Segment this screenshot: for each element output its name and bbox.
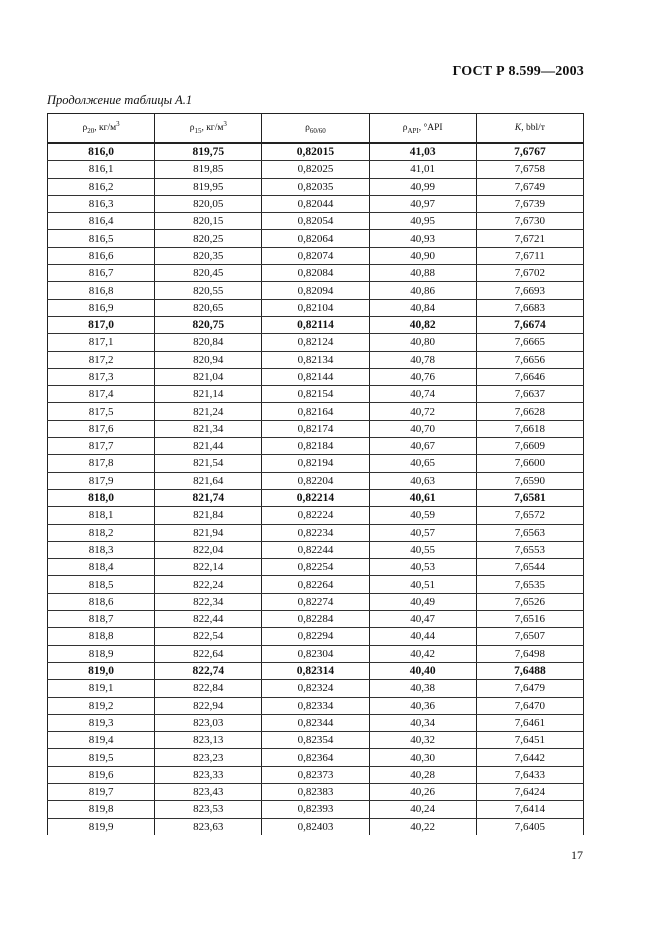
rho15-cell: 822,84 — [155, 680, 262, 697]
rho15-cell: 820,55 — [155, 282, 262, 299]
rho15-cell: 820,75 — [155, 316, 262, 333]
rho15-cell: 823,53 — [155, 801, 262, 818]
k-cell: 7,6609 — [476, 438, 583, 455]
api-cell: 40,38 — [369, 680, 476, 697]
k-cell: 7,6572 — [476, 507, 583, 524]
rho60-cell: 0,82144 — [262, 368, 369, 385]
api-cell: 40,72 — [369, 403, 476, 420]
rho60-cell: 0,82304 — [262, 645, 369, 662]
table-row — [48, 766, 584, 783]
rho60-cell: 0,82314 — [262, 662, 369, 679]
rho15-cell: 821,54 — [155, 455, 262, 472]
k-cell: 7,6563 — [476, 524, 583, 541]
api-cell: 40,57 — [369, 524, 476, 541]
table-row — [48, 178, 584, 195]
rho15-cell: 822,64 — [155, 645, 262, 662]
rho15-cell: 821,34 — [155, 420, 262, 437]
rho15-cell: 820,05 — [155, 195, 262, 212]
table-header-row — [48, 114, 584, 144]
k-cell: 7,6442 — [476, 749, 583, 766]
page-number: 17 — [571, 848, 583, 862]
rho20-cell: 816,4 — [48, 213, 155, 230]
rho60-cell: 0,82035 — [262, 178, 369, 195]
rho20-cell: 816,2 — [48, 178, 155, 195]
k-cell: 7,6730 — [476, 213, 583, 230]
table-row — [48, 507, 584, 524]
table-row — [48, 351, 584, 368]
k-cell: 7,6665 — [476, 334, 583, 351]
k-cell: 7,6405 — [476, 818, 583, 835]
rho15-cell: 821,44 — [155, 438, 262, 455]
rho15-cell: 821,14 — [155, 386, 262, 403]
table-row — [48, 368, 584, 385]
api-cell: 40,80 — [369, 334, 476, 351]
k-cell: 7,6479 — [476, 680, 583, 697]
rho20-cell: 819,5 — [48, 749, 155, 766]
table-row — [48, 472, 584, 489]
api-cell: 40,49 — [369, 593, 476, 610]
rho60-cell: 0,82393 — [262, 801, 369, 818]
density-table — [47, 113, 584, 835]
rho20-cell: 819,7 — [48, 783, 155, 800]
rho15-cell: 822,24 — [155, 576, 262, 593]
rho15-cell: 819,85 — [155, 161, 262, 178]
k-cell: 7,6683 — [476, 299, 583, 316]
k-cell: 7,6451 — [476, 732, 583, 749]
k-cell: 7,6693 — [476, 282, 583, 299]
api-cell: 40,42 — [369, 645, 476, 662]
rho20-cell: 819,3 — [48, 714, 155, 731]
table-row — [48, 213, 584, 230]
api-cell: 40,34 — [369, 714, 476, 731]
rho20-cell: 816,1 — [48, 161, 155, 178]
k-cell: 7,6721 — [476, 230, 583, 247]
rho15-cell: 823,13 — [155, 732, 262, 749]
rho20-cell: 818,4 — [48, 559, 155, 576]
api-cell: 40,51 — [369, 576, 476, 593]
table-row — [48, 143, 584, 161]
rho15-cell: 820,35 — [155, 247, 262, 264]
rho15-cell: 822,34 — [155, 593, 262, 610]
api-cell: 40,47 — [369, 611, 476, 628]
api-cell: 40,74 — [369, 386, 476, 403]
rho20-cell: 818,5 — [48, 576, 155, 593]
rho15-cell: 823,33 — [155, 766, 262, 783]
table-row — [48, 265, 584, 282]
api-cell: 40,63 — [369, 472, 476, 489]
rho20-cell: 817,2 — [48, 351, 155, 368]
rho20-cell: 819,1 — [48, 680, 155, 697]
rho20-cell: 817,9 — [48, 472, 155, 489]
rho20-cell: 818,9 — [48, 645, 155, 662]
rho15-cell: 822,74 — [155, 662, 262, 679]
rho20-cell: 816,7 — [48, 265, 155, 282]
table-row — [48, 593, 584, 610]
rho15-cell: 820,84 — [155, 334, 262, 351]
rho15-cell: 822,04 — [155, 541, 262, 558]
rho60-cell: 0,82204 — [262, 472, 369, 489]
rho20-cell: 816,9 — [48, 299, 155, 316]
api-cell: 41,03 — [369, 143, 476, 161]
rho60-cell: 0,82094 — [262, 282, 369, 299]
rho15-cell: 821,64 — [155, 472, 262, 489]
table-row — [48, 316, 584, 333]
k-cell: 7,6433 — [476, 766, 583, 783]
rho60-cell: 0,82383 — [262, 783, 369, 800]
k-cell: 7,6544 — [476, 559, 583, 576]
table-row — [48, 801, 584, 818]
api-cell: 40,32 — [369, 732, 476, 749]
k-cell: 7,6739 — [476, 195, 583, 212]
rho20-cell: 816,0 — [48, 143, 155, 161]
table-row — [48, 628, 584, 645]
k-cell: 7,6702 — [476, 265, 583, 282]
rho60-cell: 0,82344 — [262, 714, 369, 731]
k-cell: 7,6646 — [476, 368, 583, 385]
api-cell: 41,01 — [369, 161, 476, 178]
rho60-cell: 0,82194 — [262, 455, 369, 472]
table-row — [48, 420, 584, 437]
rho60-cell: 0,82174 — [262, 420, 369, 437]
rho15-cell: 820,45 — [155, 265, 262, 282]
table-row — [48, 783, 584, 800]
rho20-cell: 819,9 — [48, 818, 155, 835]
rho15-cell: 822,14 — [155, 559, 262, 576]
rho60-cell: 0,82074 — [262, 247, 369, 264]
table-caption: Продолжение таблицы А.1 — [47, 93, 193, 107]
api-cell: 40,53 — [369, 559, 476, 576]
k-cell: 7,6516 — [476, 611, 583, 628]
rho60-cell: 0,82234 — [262, 524, 369, 541]
column-header-rho15: $\rho_{15}$, $кг/м^3$ — [155, 114, 262, 144]
rho60-cell: 0,82124 — [262, 334, 369, 351]
api-cell: 40,88 — [369, 265, 476, 282]
api-cell: 40,90 — [369, 247, 476, 264]
rho60-cell: 0,82274 — [262, 593, 369, 610]
table-row — [48, 299, 584, 316]
api-cell: 40,70 — [369, 420, 476, 437]
table-row — [48, 732, 584, 749]
rho15-cell: 821,24 — [155, 403, 262, 420]
table-row — [48, 438, 584, 455]
rho20-cell: 819,2 — [48, 697, 155, 714]
rho20-cell: 816,8 — [48, 282, 155, 299]
api-cell: 40,97 — [369, 195, 476, 212]
rho60-cell: 0,82214 — [262, 489, 369, 506]
rho60-cell: 0,82284 — [262, 611, 369, 628]
api-cell: 40,40 — [369, 662, 476, 679]
table-row — [48, 611, 584, 628]
rho60-cell: 0,82015 — [262, 143, 369, 161]
rho60-cell: 0,82164 — [262, 403, 369, 420]
k-cell: 7,6590 — [476, 472, 583, 489]
api-cell: 40,76 — [369, 368, 476, 385]
table-row — [48, 645, 584, 662]
rho20-cell: 818,8 — [48, 628, 155, 645]
api-cell: 40,82 — [369, 316, 476, 333]
k-cell: 7,6470 — [476, 697, 583, 714]
k-cell: 7,6535 — [476, 576, 583, 593]
rho20-cell: 817,4 — [48, 386, 155, 403]
table-row — [48, 282, 584, 299]
table-row — [48, 541, 584, 558]
rho15-cell: 822,54 — [155, 628, 262, 645]
rho60-cell: 0,82025 — [262, 161, 369, 178]
table-row — [48, 489, 584, 506]
rho20-cell: 818,1 — [48, 507, 155, 524]
rho15-cell: 821,04 — [155, 368, 262, 385]
rho60-cell: 0,82114 — [262, 316, 369, 333]
table-row — [48, 403, 584, 420]
column-header-rho60: $\rho_{60/60}$ — [262, 114, 369, 144]
k-cell: 7,6553 — [476, 541, 583, 558]
rho20-cell: 817,8 — [48, 455, 155, 472]
rho20-cell: 819,0 — [48, 662, 155, 679]
k-cell: 7,6637 — [476, 386, 583, 403]
table-row — [48, 230, 584, 247]
k-cell: 7,6526 — [476, 593, 583, 610]
api-cell: 40,86 — [369, 282, 476, 299]
column-header-k: K, bbl/т — [476, 114, 583, 144]
table-row — [48, 662, 584, 679]
table-row — [48, 195, 584, 212]
table-row — [48, 559, 584, 576]
rho20-cell: 816,6 — [48, 247, 155, 264]
rho20-cell: 817,5 — [48, 403, 155, 420]
api-cell: 40,24 — [369, 801, 476, 818]
api-cell: 40,84 — [369, 299, 476, 316]
table-row — [48, 524, 584, 541]
k-cell: 7,6414 — [476, 801, 583, 818]
k-cell: 7,6749 — [476, 178, 583, 195]
api-cell: 40,36 — [369, 697, 476, 714]
k-cell: 7,6581 — [476, 489, 583, 506]
table-row — [48, 455, 584, 472]
rho15-cell: 823,23 — [155, 749, 262, 766]
rho15-cell: 820,15 — [155, 213, 262, 230]
rho15-cell: 821,84 — [155, 507, 262, 524]
rho60-cell: 0,82354 — [262, 732, 369, 749]
rho60-cell: 0,82224 — [262, 507, 369, 524]
rho60-cell: 0,82064 — [262, 230, 369, 247]
rho60-cell: 0,82044 — [262, 195, 369, 212]
rho60-cell: 0,82084 — [262, 265, 369, 282]
document-code: ГОСТ Р 8.599—2003 — [452, 64, 584, 79]
table-row — [48, 749, 584, 766]
k-cell: 7,6656 — [476, 351, 583, 368]
rho20-cell: 816,3 — [48, 195, 155, 212]
k-cell: 7,6498 — [476, 645, 583, 662]
rho60-cell: 0,82334 — [262, 697, 369, 714]
rho20-cell: 818,0 — [48, 489, 155, 506]
rho60-cell: 0,82054 — [262, 213, 369, 230]
rho20-cell: 819,6 — [48, 766, 155, 783]
rho20-cell: 816,5 — [48, 230, 155, 247]
table-row — [48, 680, 584, 697]
api-cell: 40,28 — [369, 766, 476, 783]
api-cell: 40,61 — [369, 489, 476, 506]
rho20-cell: 817,3 — [48, 368, 155, 385]
rho20-cell: 819,8 — [48, 801, 155, 818]
rho20-cell: 818,7 — [48, 611, 155, 628]
k-cell: 7,6461 — [476, 714, 583, 731]
rho15-cell: 823,43 — [155, 783, 262, 800]
rho60-cell: 0,82294 — [262, 628, 369, 645]
api-cell: 40,67 — [369, 438, 476, 455]
rho15-cell: 823,03 — [155, 714, 262, 731]
k-cell: 7,6674 — [476, 316, 583, 333]
k-cell: 7,6424 — [476, 783, 583, 800]
k-cell: 7,6711 — [476, 247, 583, 264]
column-header-api: $\rho_{API}$, °API — [369, 114, 476, 144]
rho60-cell: 0,82184 — [262, 438, 369, 455]
rho20-cell: 817,6 — [48, 420, 155, 437]
rho15-cell: 822,94 — [155, 697, 262, 714]
api-cell: 40,93 — [369, 230, 476, 247]
table-row — [48, 386, 584, 403]
rho20-cell: 817,1 — [48, 334, 155, 351]
api-cell: 40,26 — [369, 783, 476, 800]
k-cell: 7,6507 — [476, 628, 583, 645]
table-row — [48, 247, 584, 264]
rho60-cell: 0,82244 — [262, 541, 369, 558]
rho15-cell: 819,75 — [155, 143, 262, 161]
column-header-rho20: $\rho_{20}$, $кг/м^3$ — [48, 114, 155, 144]
rho20-cell: 819,4 — [48, 732, 155, 749]
k-cell: 7,6758 — [476, 161, 583, 178]
api-cell: 40,65 — [369, 455, 476, 472]
k-cell: 7,6618 — [476, 420, 583, 437]
rho20-cell: 818,6 — [48, 593, 155, 610]
table-row — [48, 334, 584, 351]
rho60-cell: 0,82104 — [262, 299, 369, 316]
rho20-cell: 817,0 — [48, 316, 155, 333]
rho20-cell: 818,2 — [48, 524, 155, 541]
api-cell: 40,59 — [369, 507, 476, 524]
rho15-cell: 821,74 — [155, 489, 262, 506]
rho20-cell: 818,3 — [48, 541, 155, 558]
table-row — [48, 697, 584, 714]
k-cell: 7,6628 — [476, 403, 583, 420]
table-row — [48, 576, 584, 593]
rho15-cell: 822,44 — [155, 611, 262, 628]
api-cell: 40,78 — [369, 351, 476, 368]
k-cell: 7,6488 — [476, 662, 583, 679]
api-cell: 40,95 — [369, 213, 476, 230]
rho60-cell: 0,82134 — [262, 351, 369, 368]
rho60-cell: 0,82373 — [262, 766, 369, 783]
api-cell: 40,55 — [369, 541, 476, 558]
rho20-cell: 817,7 — [48, 438, 155, 455]
rho60-cell: 0,82324 — [262, 680, 369, 697]
k-cell: 7,6600 — [476, 455, 583, 472]
rho60-cell: 0,82264 — [262, 576, 369, 593]
api-cell: 40,99 — [369, 178, 476, 195]
rho15-cell: 820,25 — [155, 230, 262, 247]
rho60-cell: 0,82254 — [262, 559, 369, 576]
rho60-cell: 0,82364 — [262, 749, 369, 766]
k-cell: 7,6767 — [476, 143, 583, 161]
rho60-cell: 0,82154 — [262, 386, 369, 403]
rho15-cell: 820,94 — [155, 351, 262, 368]
rho60-cell: 0,82403 — [262, 818, 369, 835]
api-cell: 40,44 — [369, 628, 476, 645]
rho15-cell: 819,95 — [155, 178, 262, 195]
table-body — [48, 143, 584, 835]
rho15-cell: 821,94 — [155, 524, 262, 541]
api-cell: 40,22 — [369, 818, 476, 835]
table-row — [48, 161, 584, 178]
api-cell: 40,30 — [369, 749, 476, 766]
table-row — [48, 714, 584, 731]
rho15-cell: 820,65 — [155, 299, 262, 316]
rho15-cell: 823,63 — [155, 818, 262, 835]
table-row — [48, 818, 584, 835]
